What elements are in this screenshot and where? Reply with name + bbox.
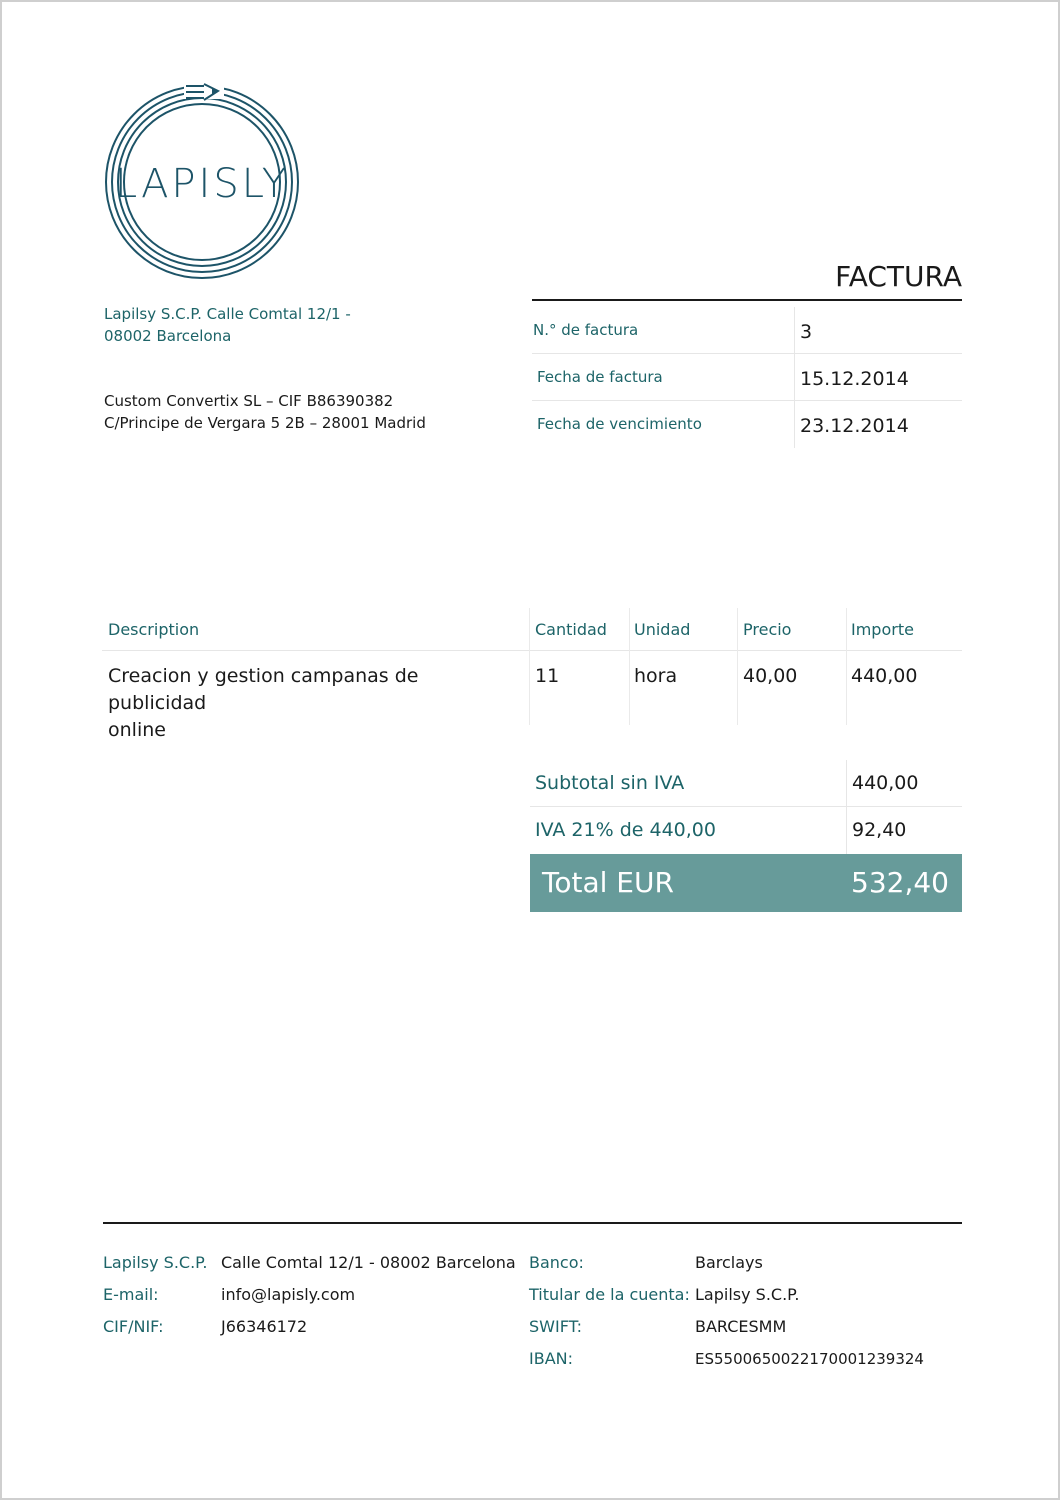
footer-divider	[103, 1222, 962, 1224]
footer-holder-label: Titular de la cuenta:	[529, 1285, 690, 1304]
recipient-address	[104, 390, 504, 434]
footer-iban: ES5500650022170001239324	[695, 1350, 924, 1368]
sender-line-1: Lapilsy S.C.P. Calle Comtal 12/1 -	[104, 305, 351, 323]
column-divider	[794, 354, 795, 401]
grand-total-box	[530, 854, 962, 912]
column-divider	[794, 307, 795, 354]
footer-email: info@lapisly.com	[221, 1285, 356, 1304]
column-divider	[737, 608, 738, 651]
item-description	[108, 663, 518, 744]
sender-address	[104, 303, 404, 347]
header-unit: Unidad	[634, 620, 691, 639]
header-quantity: Cantidad	[535, 620, 607, 639]
column-divider	[846, 608, 847, 651]
item-amount: 440,00	[851, 665, 918, 687]
footer-holder: Lapilsy S.C.P.	[695, 1285, 800, 1304]
title-divider	[532, 299, 962, 301]
meta-label: N.° de factura	[533, 321, 639, 339]
column-divider	[846, 760, 847, 807]
header-amount: Importe	[851, 620, 914, 639]
footer-company-address: Calle Comtal 12/1 - 08002 Barcelona	[221, 1253, 516, 1272]
footer-bank-label: Banco:	[529, 1253, 584, 1272]
company-logo	[100, 80, 304, 284]
column-divider	[629, 608, 630, 651]
meta-row-date	[532, 354, 962, 401]
column-divider	[737, 651, 738, 725]
footer-iban-label: IBAN:	[529, 1349, 573, 1368]
total-label: Total EUR	[542, 866, 674, 899]
invoice-number: 3	[800, 321, 813, 343]
sender-line-2: 08002 Barcelona	[104, 327, 232, 345]
recipient-line-2: C/Principe de Vergara 5 2B – 28001 Madrid	[104, 414, 426, 432]
vat-value: 92,40	[852, 819, 907, 841]
vat-row	[530, 807, 962, 854]
invoice-date: 15.12.2014	[800, 368, 909, 390]
totals-table	[530, 760, 962, 912]
column-divider	[794, 401, 795, 448]
subtotal-label: Subtotal sin IVA	[535, 772, 685, 794]
column-divider	[529, 651, 530, 725]
logo-wordmark: LAPISLY	[114, 161, 290, 207]
footer-swift: BARCESMM	[695, 1317, 787, 1336]
column-divider	[529, 608, 530, 651]
meta-label: Fecha de factura	[537, 368, 663, 386]
column-divider	[846, 651, 847, 725]
header-price: Precio	[743, 620, 792, 639]
vat-label: IVA 21% de 440,00	[535, 819, 716, 841]
footer-company-label: Lapilsy S.C.P.	[103, 1253, 208, 1272]
total-value: 532,40	[851, 866, 949, 899]
meta-row-due-date	[532, 401, 962, 448]
table-header	[102, 608, 962, 651]
footer-cif-label: CIF/NIF:	[103, 1317, 164, 1336]
document-title: FACTURA	[835, 260, 962, 293]
column-divider	[629, 651, 630, 725]
item-quantity: 11	[535, 665, 560, 687]
header-description: Description	[108, 620, 200, 639]
item-description-line-1: Creacion y gestion campanas de publicidad	[108, 665, 419, 714]
footer-swift-label: SWIFT:	[529, 1317, 583, 1336]
item-price: 40,00	[743, 665, 798, 687]
footer-bank: Barclays	[695, 1253, 763, 1272]
item-unit: hora	[634, 665, 678, 687]
column-divider	[846, 807, 847, 854]
subtotal-value: 440,00	[852, 772, 919, 794]
invoice-meta-table	[532, 307, 962, 448]
due-date: 23.12.2014	[800, 415, 909, 437]
meta-row-number	[532, 307, 962, 354]
item-description-line-2: online	[108, 719, 166, 741]
line-items-table	[102, 608, 962, 741]
recipient-line-1: Custom Convertix SL – CIF B86390382	[104, 392, 394, 410]
footer-cif: J66346172	[221, 1317, 308, 1336]
table-row	[102, 651, 962, 741]
meta-label: Fecha de vencimiento	[537, 415, 702, 433]
footer-email-label: E-mail:	[103, 1285, 159, 1304]
subtotal-row	[530, 760, 962, 807]
